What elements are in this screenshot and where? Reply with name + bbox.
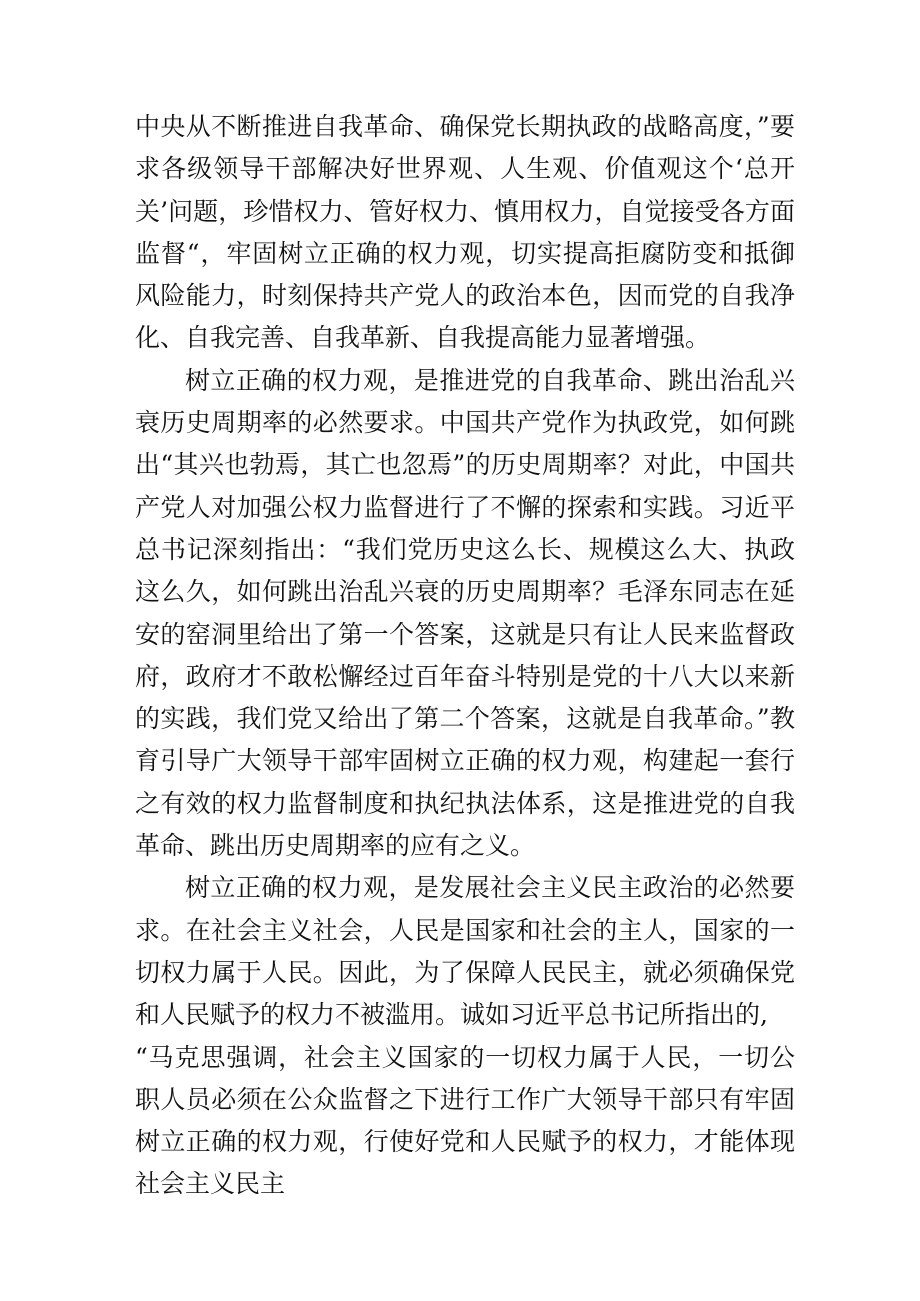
paragraph-3: 树立正确的权力观，是发展社会主义民主政治的必然要求。在社会主义社会，人民是国家和社会的主人，国家的一切权力属于人民。因此，为了保障人民民主，就必须确保党和人民赋予的权力不被滥用。诚如习近平总书记所指出的,: [135, 873, 795, 1030]
paragraph-4: “马克思强调，社会主义国家的一切权力属于人民，一切公职人员必须在公众监督之下进行工作广大领导干部只有牢固树立正确的权力观，行使好党和人民赋予的权力，才能体现社会主义民主: [135, 1042, 795, 1199]
document-body: [135, 106, 795, 1206]
paragraph-2: 树立正确的权力观，是推进党的自我革命、跳出治乱兴衰历史周期率的必然要求。中国共产党作为执政党，如何跳出“其兴也勃焉，其亡也忽焉”的历史周期率？对此，中国共产党人对加强公权力监督进行了不懈的探索和实践。习近平总书记深刻指出：“我们党历史这么长、规模这么大、执政这么久，如何跳出治乱兴衰的历史周期率？毛泽东同志在延安的窑洞里给出了第一个答案，这就是只有让人民来监督政府，政府才不敢松懈经过百年奋斗特别是党的十八大以来新的实践，我们党又给出了第二个答案，这就是自我革命。”教育引导广大领导干部牢固树立正确的权力观，构建起一套行之有效的权力监督制度和执纪执法体系，这是推进党的自我革命、跳出历史周期率的应有之义。: [135, 365, 795, 861]
paragraph-1: 中央从不断推进自我革命、确保党长期执政的战略高度，”要求各级领导干部解决好世界观、人生观、价值观这个‘总开关’问题，珍惜权力、管好权力、慎用权力，自觉接受各方面监督“，牢固树立正确的权力观，切实提高拒腐防变和抵御风险能力，时刻保持共产党人的政治本色，因而党的自我净化、自我完善、自我革新、自我提高能力显著增强。: [135, 112, 795, 353]
